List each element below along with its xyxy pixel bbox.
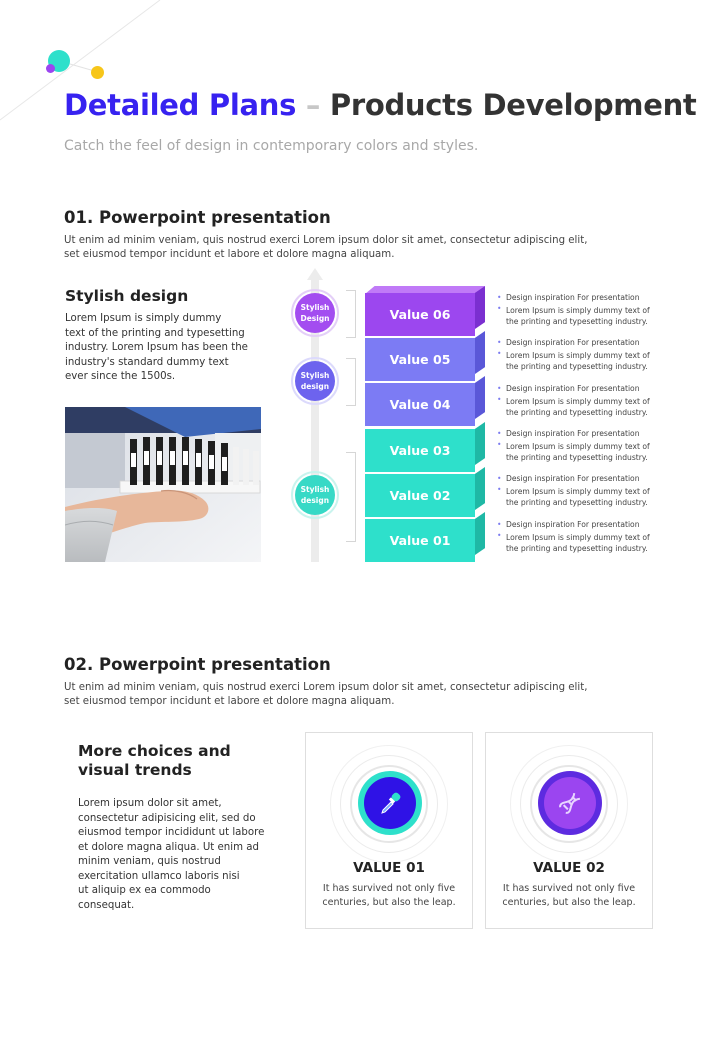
bracket-middle [346, 358, 356, 406]
note-line: the printing and typesetting industry. [506, 498, 648, 507]
block-note [497, 519, 672, 554]
card-description [496, 882, 642, 910]
dna-icon [544, 777, 596, 829]
page-title [64, 88, 696, 122]
value-01-card [305, 732, 473, 929]
text-line: minim veniam, quis nostrud [78, 856, 221, 867]
card-description [316, 882, 462, 910]
stylish-design-circle-2 [295, 361, 335, 401]
text-line: consequat. [78, 899, 135, 911]
bullet-icon: • [497, 440, 502, 449]
section2-body-line: set eiusmod tempor incidunt et labore et dolore magna aliquam. [64, 696, 395, 707]
purple-dot [46, 64, 55, 73]
bullet-icon: • [497, 531, 502, 540]
block-note [497, 292, 672, 327]
desc-line: centuries, but also the leap. [322, 897, 456, 908]
block-side-face [475, 286, 485, 329]
note-line: Lorem Ipsum is simply dummy text of [506, 306, 650, 315]
text-line: exercitation ullamco laboris nisi [78, 870, 240, 882]
value-03-block: Value 03 [365, 429, 475, 472]
title-part1: Detailed Plans [64, 88, 297, 122]
circle-label: design [300, 382, 330, 391]
note-line: Lorem Ipsum is simply dummy text of [506, 397, 650, 406]
text-line: et dolore magna aliqua. Ut enim ad [78, 841, 259, 853]
note-line: Design inspiration For presentation [506, 474, 640, 483]
bullet-icon: • [497, 429, 502, 438]
bullet-icon: • [497, 349, 502, 358]
block-side-face [475, 512, 485, 555]
note-line: Design inspiration For presentation [506, 429, 640, 438]
section1-body-line: set eiusmod tempor incidunt et labore et dolore magna aliquam. [64, 249, 395, 260]
section2-body [64, 681, 654, 709]
value-05-block: Value 05 [365, 338, 475, 381]
text-line: industry's standard dummy text [65, 356, 229, 368]
stylish-design-text [65, 312, 270, 385]
bullet-icon: • [497, 520, 502, 529]
text-line: eiusmod tempor incididunt ut labore [78, 827, 265, 838]
stylish-design-circle-1 [295, 293, 335, 333]
timeline-arrow [307, 268, 323, 280]
bracket-top [346, 290, 356, 338]
circle-label: Stylish [300, 303, 330, 312]
value-06-block: Value 06 [365, 293, 475, 336]
note-line: the printing and typesetting industry. [506, 408, 648, 417]
value-02-card [485, 732, 653, 929]
circle-label: Stylish [300, 371, 330, 380]
text-line: ut aliquip ex ea commodo [78, 885, 211, 896]
note-line: the printing and typesetting industry. [506, 362, 648, 371]
card-title: VALUE 02 [533, 860, 605, 876]
block-side-face [475, 331, 485, 374]
text-line: consectetur adipisicing elit, sed do [78, 812, 256, 824]
block-note [497, 473, 672, 508]
circle-label: Stylish [300, 485, 330, 494]
value-01-block: Value 01 [365, 519, 475, 562]
more-choices-text [78, 797, 288, 913]
text-line: ever since the 1500s. [65, 371, 176, 382]
note-line: the printing and typesetting industry. [506, 544, 648, 553]
title-part2: Products Development [329, 88, 697, 122]
note-line: Lorem Ipsum is simply dummy text of [506, 533, 650, 542]
block-note [497, 337, 672, 372]
value-04-block: Value 04 [365, 383, 475, 426]
note-line: Design inspiration For presentation [506, 520, 640, 529]
note-line: Design inspiration For presentation [506, 338, 640, 347]
yellow-dot [91, 66, 104, 79]
circle-label: Design [300, 314, 330, 323]
bullet-icon: • [497, 384, 502, 393]
note-line: Design inspiration For presentation [506, 384, 640, 393]
block-note [497, 428, 672, 463]
bullet-icon: • [497, 304, 502, 313]
heading-line: visual trends [78, 761, 192, 779]
bullet-icon: • [497, 474, 502, 483]
block-side-face [475, 422, 485, 465]
note-line: Lorem Ipsum is simply dummy text of [506, 351, 650, 360]
lab-samples-photo [65, 407, 261, 562]
section2-body-line: Ut enim ad minim veniam, quis nostrud exerci Lorem ipsum dolor sit amet, consectetur adipiscing elit, [64, 682, 588, 693]
heading-line: More choices and [78, 742, 231, 760]
bracket-bottom [346, 452, 356, 542]
section1-body-line: Ut enim ad minim veniam, quis nostrud exerci Lorem ipsum dolor sit amet, consectetur adipiscing elit, [64, 235, 588, 246]
bullet-icon: • [497, 338, 502, 347]
block-note [497, 383, 672, 418]
note-line: the printing and typesetting industry. [506, 317, 648, 326]
note-line: Lorem Ipsum is simply dummy text of [506, 487, 650, 496]
stylish-design-circle-3 [295, 475, 335, 515]
section1-body [64, 234, 654, 262]
note-line: Design inspiration For presentation [506, 293, 640, 302]
value-02-block: Value 02 [365, 474, 475, 517]
eyedropper-icon [364, 777, 416, 829]
section1-heading: 01. Powerpoint presentation [64, 208, 331, 227]
page-subtitle: Catch the feel of design in contemporary colors and styles. [64, 138, 479, 154]
more-choices-heading [78, 742, 231, 780]
title-dash: – [296, 88, 330, 122]
bullet-icon: • [497, 395, 502, 404]
text-line: text of the printing and typesetting [65, 327, 245, 339]
block-side-face [475, 467, 485, 510]
desc-line: It has survived not only five [322, 883, 456, 894]
section2-heading: 02. Powerpoint presentation [64, 655, 331, 674]
text-line: Lorem Ipsum is simply dummy [65, 313, 222, 324]
text-line: Lorem ipsum dolor sit amet, [78, 798, 222, 809]
card-title: VALUE 01 [353, 860, 425, 876]
stylish-design-heading: Stylish design [65, 287, 189, 305]
bullet-icon: • [497, 485, 502, 494]
desc-line: centuries, but also the leap. [502, 897, 636, 908]
bullet-icon: • [497, 293, 502, 302]
note-line: Lorem Ipsum is simply dummy text of [506, 442, 650, 451]
text-line: industry. Lorem Ipsum has been the [65, 342, 248, 353]
desc-line: It has survived not only five [502, 883, 636, 894]
note-line: the printing and typesetting industry. [506, 453, 648, 462]
block-side-face [475, 376, 485, 419]
circle-label: design [300, 496, 330, 505]
